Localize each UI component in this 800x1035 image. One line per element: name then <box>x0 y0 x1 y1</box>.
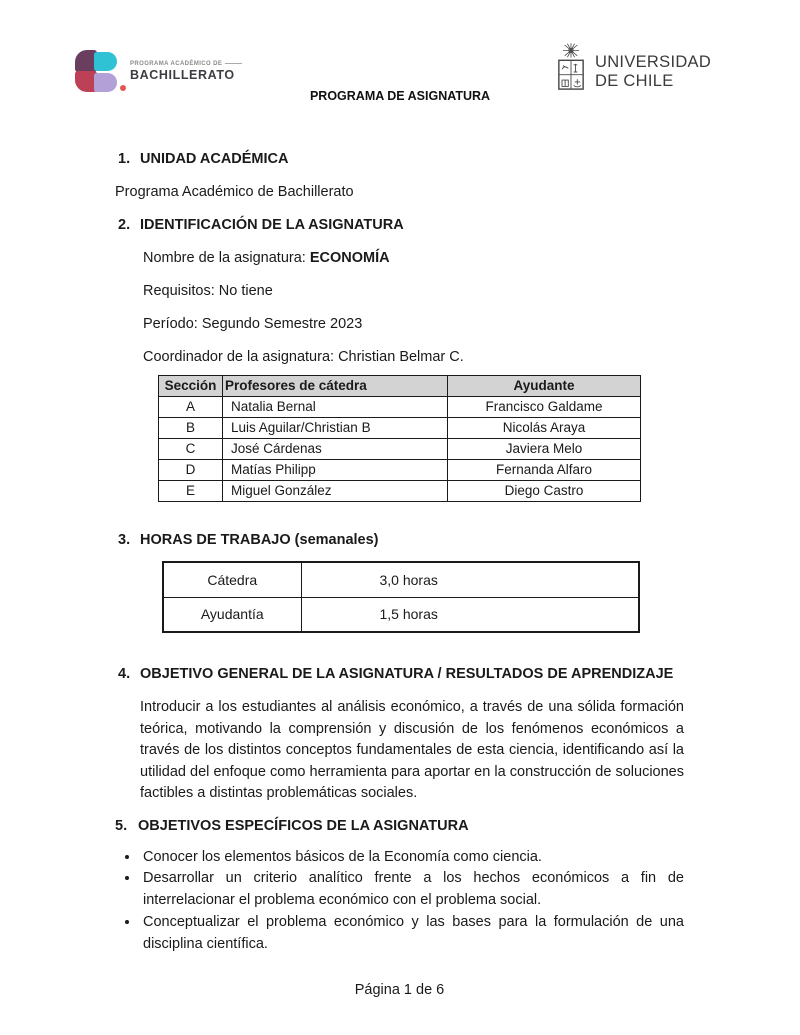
nombre-label: Nombre de la asignatura: <box>143 250 310 266</box>
ayudante-cell: Diego Castro <box>448 481 641 502</box>
ayudante-cell: Nicolás Araya <box>448 418 641 439</box>
seccion-cell: C <box>159 439 223 460</box>
document-title: PROGRAMA DE ASIGNATURA <box>309 89 491 103</box>
profesor-cell: Matías Philipp <box>223 460 448 481</box>
ayudante-cell: Francisco Galdame <box>448 397 641 418</box>
section-1-title: UNIDAD ACADÉMICA <box>140 151 289 167</box>
section-4-heading <box>115 665 684 683</box>
field-coordinador: Coordinador de la asignatura: Christian Belmar C. <box>143 349 464 365</box>
hours-value-cell: 3,0 horas <box>301 562 639 597</box>
sections-table <box>158 375 641 502</box>
list-item: • Conceptualizar el problema económico y las bases para la formulación de una disciplina científica. <box>140 912 684 956</box>
objetivo-general-paragraph: Introducir a los estudiantes al análisis económico, a través de una sólida formación teórica, motivando la comprensión y discusión de los fenómenos económicos a través de los distintos conceptos fundamentales de esta ciencia, identificando así la utilidad del enfoque como herramienta para aportar en la construcción de soluciones factibles a distintas problemáticas sociales. <box>140 699 684 801</box>
table-row <box>163 562 639 597</box>
section-2-heading <box>115 216 684 234</box>
document-body <box>0 150 800 999</box>
table-row <box>159 481 641 502</box>
bachillerato-b-icon <box>75 50 121 92</box>
section-3-heading <box>115 531 684 549</box>
university-crest-icon <box>553 42 589 102</box>
section-4-title: OBJETIVO GENERAL DE LA ASIGNATURA / RESULTADOS DE APRENDIZAJE <box>140 666 674 682</box>
field-periodo: Período: Segundo Semestre 2023 <box>143 316 363 332</box>
profesor-cell: Luis Aguilar/Christian B <box>223 418 448 439</box>
university-name-line2: DE CHILE <box>595 72 674 90</box>
logo-rule <box>225 63 242 64</box>
field-nombre-asignatura <box>143 249 684 267</box>
program-name-label: BACHILLERATO <box>130 67 235 82</box>
logo-blob-teal <box>94 52 117 71</box>
section-1-number: 1. <box>118 151 131 167</box>
table-row <box>159 418 641 439</box>
col-header-profesores: Profesores de cátedra <box>223 376 448 397</box>
section-4-number: 4. <box>118 666 131 682</box>
profesor-cell: José Cárdenas <box>223 439 448 460</box>
seccion-cell: E <box>159 481 223 502</box>
section-3-number: 3. <box>118 532 131 548</box>
section-2-title: IDENTIFICACIÓN DE LA ASIGNATURA <box>140 217 404 233</box>
section-5-number: 5. <box>115 817 128 834</box>
bachillerato-logo <box>75 50 242 92</box>
table-row <box>163 597 639 632</box>
hours-label-cell: Cátedra <box>163 562 301 597</box>
list-item: • Conocer los elementos básicos de la Economía como ciencia. <box>140 847 684 869</box>
page-header <box>0 0 800 110</box>
objetivos-especificos-list <box>115 847 684 956</box>
section-5-title: OBJETIVOS ESPECÍFICOS DE LA ASIGNATURA <box>138 817 469 834</box>
ayudante-cell: Fernanda Alfaro <box>448 460 641 481</box>
table-row <box>159 460 641 481</box>
field-requisitos: Requisitos: No tiene <box>143 283 273 299</box>
ayudante-cell: Javiera Melo <box>448 439 641 460</box>
list-item: • Desarrollar un criterio analítico frente a los hechos económicos a fin de interrelacionar el problema económico con el problema social. <box>140 868 684 912</box>
university-name <box>595 53 711 91</box>
section-5-heading <box>115 817 684 835</box>
unidad-academica-value: Programa Académico de Bachillerato <box>115 184 354 200</box>
universidad-de-chile-logo <box>553 42 711 102</box>
profesor-cell: Natalia Bernal <box>223 397 448 418</box>
seccion-cell: B <box>159 418 223 439</box>
section-2-number: 2. <box>118 217 131 233</box>
table-row <box>159 397 641 418</box>
university-name-line1: UNIVERSIDAD <box>595 53 712 71</box>
section-1-heading <box>115 150 684 168</box>
seccion-cell: D <box>159 460 223 481</box>
hours-value-cell: 1,5 horas <box>301 597 639 632</box>
hours-label-cell: Ayudantía <box>163 597 301 632</box>
page-number: Página 1 de 6 <box>354 982 445 999</box>
seccion-cell: A <box>159 397 223 418</box>
bachillerato-logo-text <box>130 61 242 82</box>
program-small-label: PROGRAMA ACADÉMICO DE <box>130 60 223 67</box>
col-header-seccion: Sección <box>159 376 223 397</box>
col-header-ayudante: Ayudante <box>448 376 641 397</box>
table-row <box>159 439 641 460</box>
section-3-title: HORAS DE TRABAJO (semanales) <box>140 532 379 548</box>
nombre-value: ECONOMÍA <box>309 250 390 266</box>
profesor-cell: Miguel González <box>223 481 448 502</box>
hours-table <box>162 561 640 633</box>
sections-table-header-row <box>159 376 641 397</box>
